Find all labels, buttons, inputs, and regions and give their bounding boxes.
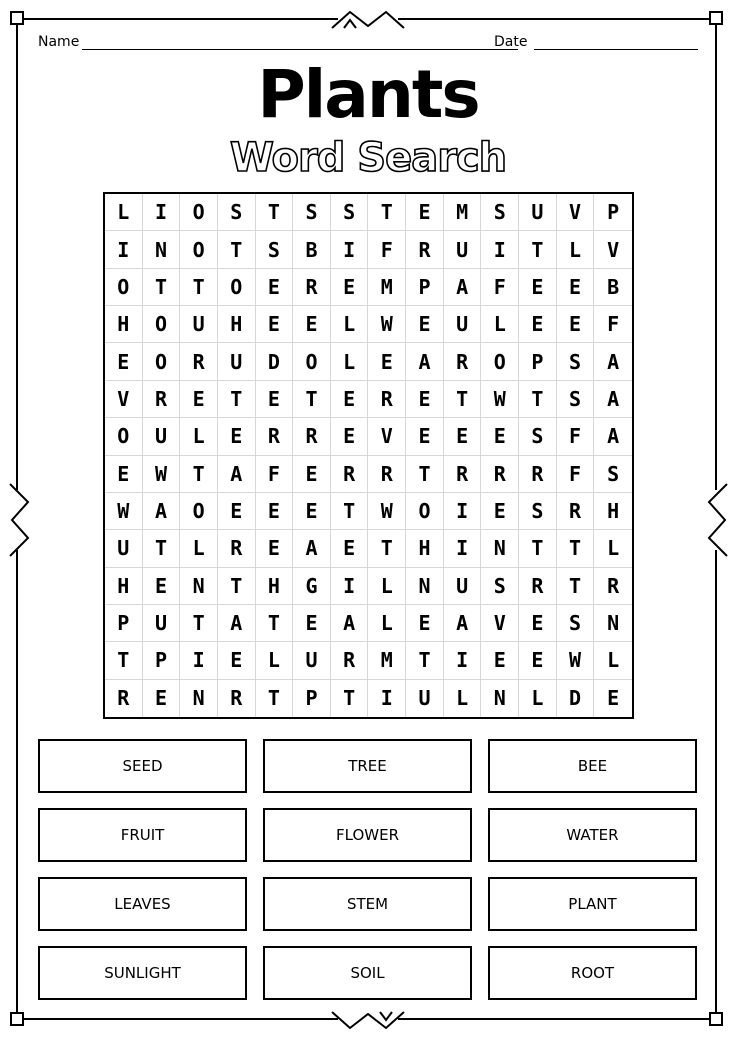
grid-cell[interactable]: I: [143, 194, 181, 231]
grid-cell[interactable]: R: [105, 680, 143, 717]
grid-cell[interactable]: I: [481, 231, 519, 268]
word-bank-item: BEE: [488, 739, 697, 793]
word-search-grid: [103, 192, 634, 719]
grid-cell[interactable]: E: [293, 605, 331, 642]
word-bank-item: ROOT: [488, 946, 697, 1000]
grid-cell[interactable]: R: [180, 343, 218, 380]
grid-cell[interactable]: E: [406, 418, 444, 455]
grid-cell[interactable]: F: [557, 418, 595, 455]
grid-cell[interactable]: T: [180, 605, 218, 642]
grid-cell[interactable]: P: [406, 269, 444, 306]
grid-cell[interactable]: E: [406, 194, 444, 231]
grid-cell[interactable]: N: [406, 568, 444, 605]
word-bank-item: FRUIT: [38, 808, 247, 862]
word-bank-item: SEED: [38, 739, 247, 793]
grid-cell[interactable]: A: [293, 530, 331, 567]
grid-cell[interactable]: I: [368, 680, 406, 717]
grid-cell[interactable]: W: [368, 306, 406, 343]
grid-cell[interactable]: T: [519, 231, 557, 268]
grid-cell[interactable]: E: [105, 343, 143, 380]
grid-cell[interactable]: O: [105, 269, 143, 306]
grid-cell[interactable]: E: [481, 493, 519, 530]
grid-cell[interactable]: T: [218, 231, 256, 268]
grid-cell[interactable]: R: [331, 642, 369, 679]
grid-cell[interactable]: E: [406, 605, 444, 642]
grid-cell[interactable]: T: [557, 530, 595, 567]
grid-cell[interactable]: E: [444, 418, 482, 455]
corner-square-top-right: [709, 11, 723, 25]
grid-cell[interactable]: S: [293, 194, 331, 231]
grid-cell[interactable]: A: [444, 605, 482, 642]
grid-cell[interactable]: E: [218, 493, 256, 530]
grid-cell[interactable]: U: [293, 642, 331, 679]
grid-cell[interactable]: N: [143, 231, 181, 268]
grid-cell[interactable]: L: [557, 231, 595, 268]
grid-cell[interactable]: A: [444, 269, 482, 306]
grid-cell[interactable]: I: [180, 642, 218, 679]
grid-cell[interactable]: T: [331, 680, 369, 717]
grid-cell[interactable]: E: [256, 269, 294, 306]
grid-cell[interactable]: L: [368, 605, 406, 642]
grid-cell[interactable]: E: [256, 381, 294, 418]
grid-cell[interactable]: T: [557, 568, 595, 605]
grid-cell[interactable]: E: [607, 686, 620, 711]
grid-cell[interactable]: O: [406, 493, 444, 530]
grid-cell[interactable]: R: [143, 381, 181, 418]
word-bank-item: FLOWER: [263, 808, 472, 862]
grid-cell[interactable]: E: [368, 343, 406, 380]
grid-cell[interactable]: E: [143, 568, 181, 605]
grid-cell[interactable]: A: [143, 493, 181, 530]
grid-cell[interactable]: S: [331, 194, 369, 231]
grid-cell[interactable]: F: [557, 456, 595, 493]
grid-cell[interactable]: E: [331, 418, 369, 455]
grid-cell[interactable]: W: [368, 493, 406, 530]
grid-cell[interactable]: I: [105, 231, 143, 268]
grid-cell[interactable]: E: [256, 493, 294, 530]
date-field[interactable]: [534, 49, 698, 50]
grid-cell[interactable]: E: [331, 269, 369, 306]
grid-cell[interactable]: D: [256, 343, 294, 380]
grid-cell[interactable]: S: [557, 381, 595, 418]
grid-cell[interactable]: T: [218, 381, 256, 418]
grid-cell[interactable]: E: [293, 493, 331, 530]
grid-cell[interactable]: A: [406, 343, 444, 380]
grid-cell[interactable]: E: [256, 530, 294, 567]
grid-cell[interactable]: R: [218, 680, 256, 717]
grid-cell[interactable]: V: [481, 605, 519, 642]
grid-cell[interactable]: E: [481, 642, 519, 679]
grid-cell[interactable]: O: [105, 418, 143, 455]
name-field[interactable]: [82, 49, 518, 50]
grid-cell[interactable]: E: [557, 269, 595, 306]
grid-cell[interactable]: U: [519, 194, 557, 231]
grid-cell[interactable]: R: [594, 568, 632, 605]
grid-cell[interactable]: H: [594, 493, 632, 530]
page-subtitle: Word Search: [229, 135, 507, 181]
grid-cell[interactable]: T: [293, 381, 331, 418]
grid-cell[interactable]: F: [481, 269, 519, 306]
grid-cell[interactable]: T: [256, 605, 294, 642]
grid-cell[interactable]: I: [444, 493, 482, 530]
grid-cell[interactable]: S: [256, 231, 294, 268]
grid-cell[interactable]: P: [519, 343, 557, 380]
word-bank: [38, 739, 698, 1002]
grid-cell[interactable]: E: [218, 642, 256, 679]
grid-cell[interactable]: F: [594, 306, 632, 343]
grid-cell[interactable]: E: [519, 642, 557, 679]
grid-cell[interactable]: L: [331, 343, 369, 380]
grid-cell[interactable]: T: [143, 269, 181, 306]
grid-cell[interactable]: T: [519, 530, 557, 567]
grid-cell[interactable]: O: [143, 343, 181, 380]
grid-cell[interactable]: P: [143, 642, 181, 679]
grid-cell[interactable]: R: [331, 456, 369, 493]
word-bank-item: SUNLIGHT: [38, 946, 247, 1000]
grid-cell[interactable]: U: [444, 231, 482, 268]
grid-cell[interactable]: V: [594, 231, 632, 268]
grid-cell[interactable]: T: [143, 530, 181, 567]
grid-cell[interactable]: R: [444, 343, 482, 380]
grid-cell[interactable]: T: [406, 642, 444, 679]
grid-cell[interactable]: S: [594, 456, 632, 493]
grid-cell[interactable]: E: [256, 306, 294, 343]
grid-cell[interactable]: N: [481, 530, 519, 567]
zigzag-left-ornament: [6, 482, 32, 558]
grid-cell[interactable]: L: [444, 680, 482, 717]
grid-cell[interactable]: U: [444, 306, 482, 343]
grid-cell[interactable]: E: [481, 418, 519, 455]
grid-cell[interactable]: O: [180, 493, 218, 530]
grid-cell[interactable]: T: [331, 493, 369, 530]
grid-cell[interactable]: L: [180, 418, 218, 455]
grid-cell[interactable]: D: [557, 680, 595, 717]
grid-cell[interactable]: E: [105, 456, 143, 493]
grid-cell[interactable]: E: [519, 605, 557, 642]
grid-cell[interactable]: T: [180, 269, 218, 306]
grid-cell[interactable]: H: [218, 306, 256, 343]
grid-cell[interactable]: V: [368, 418, 406, 455]
zigzag-top-ornament: [330, 8, 406, 30]
grid-cell[interactable]: G: [293, 568, 331, 605]
grid-cell[interactable]: A: [218, 605, 256, 642]
grid-cell[interactable]: E: [557, 306, 595, 343]
grid-cell[interactable]: F: [368, 231, 406, 268]
grid-cell[interactable]: N: [180, 680, 218, 717]
grid-cell[interactable]: O: [481, 343, 519, 380]
grid-cell[interactable]: R: [293, 269, 331, 306]
grid-cell[interactable]: B: [594, 269, 632, 306]
grid-cell[interactable]: N: [481, 680, 519, 717]
grid-cell[interactable]: N: [180, 568, 218, 605]
grid-cell[interactable]: S: [519, 493, 557, 530]
grid-cell[interactable]: E: [331, 381, 369, 418]
word-bank-item: LEAVES: [38, 877, 247, 931]
name-label: Name: [38, 34, 80, 50]
grid-cell[interactable]: W: [105, 493, 143, 530]
grid-cell[interactable]: O: [180, 194, 218, 231]
grid-cell[interactable]: H: [105, 306, 143, 343]
grid-cell[interactable]: T: [256, 194, 294, 231]
grid-cell[interactable]: L: [180, 530, 218, 567]
grid-cell[interactable]: R: [557, 493, 595, 530]
grid-cell[interactable]: F: [256, 456, 294, 493]
grid-cell[interactable]: T: [256, 680, 294, 717]
grid-cell[interactable]: W: [143, 456, 181, 493]
grid-cell[interactable]: R: [256, 418, 294, 455]
name-date-row: [38, 34, 698, 56]
grid-cell[interactable]: O: [218, 269, 256, 306]
grid-cell[interactable]: M: [368, 269, 406, 306]
grid-cell[interactable]: E: [406, 381, 444, 418]
grid-cell[interactable]: U: [406, 680, 444, 717]
grid-cell[interactable]: R: [293, 418, 331, 455]
grid-cell[interactable]: E: [180, 381, 218, 418]
grid-cell[interactable]: S: [519, 418, 557, 455]
grid-cell[interactable]: O: [180, 231, 218, 268]
corner-square-bottom-right: [709, 1012, 723, 1026]
grid-cell[interactable]: E: [519, 306, 557, 343]
grid-cell[interactable]: U: [143, 605, 181, 642]
grid-cell[interactable]: L: [368, 568, 406, 605]
grid-cell[interactable]: R: [444, 456, 482, 493]
grid-cell[interactable]: L: [594, 642, 632, 679]
word-bank-item: PLANT: [488, 877, 697, 931]
grid-cell[interactable]: P: [293, 680, 331, 717]
grid-cell[interactable]: A: [594, 381, 632, 418]
grid-cell[interactable]: S: [557, 343, 595, 380]
grid-cell[interactable]: A: [331, 605, 369, 642]
grid-cell[interactable]: I: [444, 642, 482, 679]
grid-cell[interactable]: S: [557, 605, 595, 642]
grid-cell[interactable]: P: [594, 194, 632, 231]
corner-square-top-left: [10, 11, 24, 25]
grid-cell[interactable]: N: [594, 605, 632, 642]
grid-cell[interactable]: S: [218, 194, 256, 231]
grid-cell[interactable]: L: [594, 530, 632, 567]
grid-cell[interactable]: V: [557, 194, 595, 231]
word-bank-item: WATER: [488, 808, 697, 862]
grid-cell[interactable]: U: [180, 306, 218, 343]
grid-cell[interactable]: T: [218, 568, 256, 605]
grid-cell[interactable]: L: [256, 642, 294, 679]
grid-cell[interactable]: U: [444, 568, 482, 605]
grid-cell[interactable]: I: [331, 568, 369, 605]
grid-cell[interactable]: U: [218, 343, 256, 380]
grid-cell[interactable]: T: [519, 381, 557, 418]
grid-cell[interactable]: R: [481, 456, 519, 493]
grid-cell[interactable]: T: [406, 456, 444, 493]
grid-cell[interactable]: A: [594, 343, 632, 380]
grid-cell[interactable]: E: [293, 306, 331, 343]
word-bank-item: STEM: [263, 877, 472, 931]
grid-cell[interactable]: E: [519, 269, 557, 306]
grid-cell[interactable]: M: [368, 642, 406, 679]
grid-cell[interactable]: W: [481, 381, 519, 418]
grid-cell[interactable]: I: [444, 530, 482, 567]
grid-cell[interactable]: S: [481, 568, 519, 605]
grid-cell[interactable]: W: [557, 642, 595, 679]
grid-cell[interactable]: L: [105, 194, 143, 231]
grid-cell[interactable]: O: [293, 343, 331, 380]
grid-cell[interactable]: E: [143, 680, 181, 717]
grid-cell[interactable]: R: [368, 381, 406, 418]
grid-cell[interactable]: E: [331, 530, 369, 567]
grid-cell[interactable]: B: [293, 231, 331, 268]
grid-cell[interactable]: E: [406, 306, 444, 343]
word-bank-item: TREE: [263, 739, 472, 793]
grid-cell[interactable]: T: [368, 194, 406, 231]
grid-cell[interactable]: O: [143, 306, 181, 343]
grid-cell[interactable]: L: [519, 680, 557, 717]
grid-cell[interactable]: E: [293, 456, 331, 493]
grid-cell[interactable]: H: [105, 568, 143, 605]
grid-cell[interactable]: R: [519, 568, 557, 605]
grid-cell[interactable]: R: [406, 231, 444, 268]
grid-cell[interactable]: R: [218, 530, 256, 567]
grid-cell[interactable]: A: [218, 456, 256, 493]
grid-cell[interactable]: R: [368, 456, 406, 493]
grid-cell[interactable]: H: [406, 530, 444, 567]
word-bank-item: SOIL: [263, 946, 472, 1000]
grid-cell[interactable]: T: [180, 456, 218, 493]
grid-cell[interactable]: U: [143, 418, 181, 455]
grid-cell[interactable]: I: [331, 231, 369, 268]
grid-cell[interactable]: M: [444, 194, 482, 231]
corner-square-bottom-left: [10, 1012, 24, 1026]
zigzag-bottom-ornament: [330, 1010, 406, 1032]
zigzag-right-ornament: [705, 482, 731, 558]
grid-cell[interactable]: T: [105, 642, 143, 679]
grid-cell[interactable]: A: [594, 418, 632, 455]
grid-cell[interactable]: T: [368, 530, 406, 567]
grid-cell[interactable]: E: [218, 418, 256, 455]
grid-cell[interactable]: S: [481, 194, 519, 231]
grid-cell[interactable]: H: [256, 568, 294, 605]
grid-cell[interactable]: L: [481, 306, 519, 343]
grid-cell[interactable]: V: [105, 381, 143, 418]
grid-cell[interactable]: R: [519, 456, 557, 493]
grid-cell[interactable]: L: [331, 306, 369, 343]
grid-cell[interactable]: T: [444, 381, 482, 418]
grid-cell[interactable]: U: [105, 530, 143, 567]
grid-cell[interactable]: P: [105, 605, 143, 642]
date-label: Date: [494, 34, 528, 50]
page-title: Plants: [257, 56, 479, 133]
